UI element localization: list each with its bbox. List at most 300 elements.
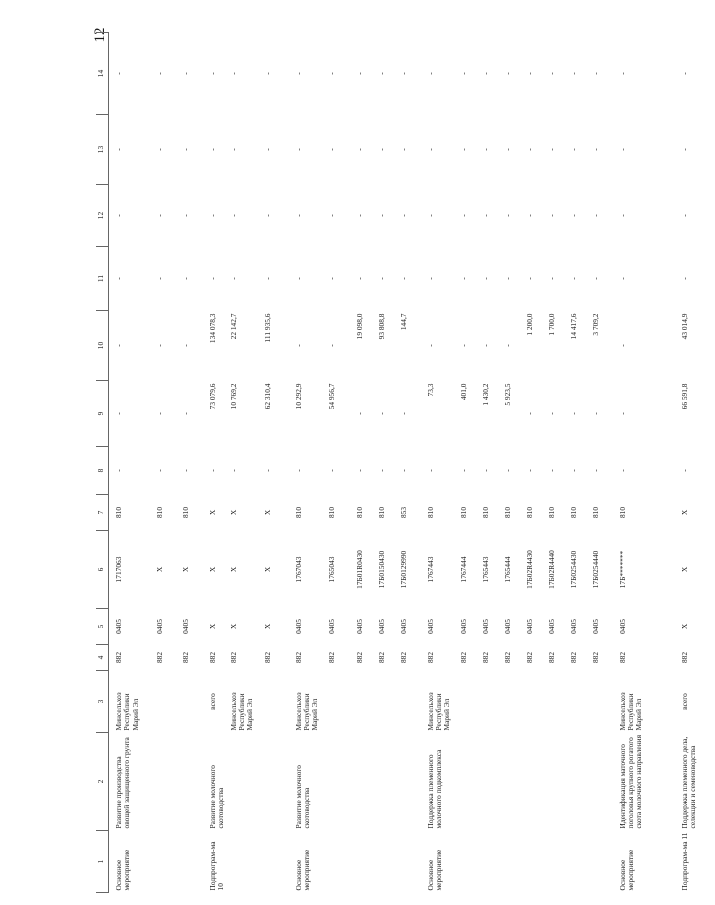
cell-year-11: - [114, 277, 123, 280]
cell-year-13: - [114, 148, 123, 151]
cell-year-8: - [354, 469, 364, 472]
cell-year-12: - [590, 214, 600, 217]
cell-year-14: - [398, 72, 408, 75]
cell-year-14: - [458, 72, 468, 75]
cell-year-13: - [326, 148, 336, 151]
cell-csr: X [180, 566, 190, 573]
cell-grbs: 882 [262, 651, 272, 664]
cell-vr: 810 [480, 506, 490, 519]
cell-year-8: - [480, 469, 490, 472]
cell-year-8: - [524, 469, 534, 472]
cell-csr: 17Б0254440 [590, 550, 600, 589]
cell-vr: X [228, 509, 238, 516]
cell-csr: X [262, 566, 272, 573]
cell-year-13: - [524, 148, 534, 151]
cell-rzpr: X [228, 623, 238, 630]
cell-year-11: - [568, 277, 578, 280]
table-row [503, 33, 525, 893]
cell-year-9: - [546, 412, 556, 415]
cell-year-9: 73,3 [425, 383, 435, 397]
cell-year-11: - [228, 277, 238, 280]
table-row [481, 33, 503, 893]
cell-year-13: - [458, 148, 468, 151]
cell-executor [377, 671, 399, 733]
cell-year-12: - [207, 214, 217, 217]
cell-year-9: 66 591,8 [679, 383, 689, 410]
cell-year-10: 22 142,7 [228, 313, 238, 340]
cell-year-12: - [180, 214, 190, 217]
cell-year-11: - [679, 277, 689, 280]
cell-csr: X [228, 566, 238, 573]
column-header: 9 [96, 381, 109, 447]
cell-type [503, 831, 525, 893]
cell-year-14: - [502, 72, 512, 75]
cell-year-11: - [293, 277, 303, 280]
cell-year-12: - [425, 214, 435, 217]
cell-year-11: - [262, 277, 272, 280]
cell-vr: 810 [180, 506, 190, 519]
cell-year-14: - [546, 72, 556, 75]
cell-executor: Минсельхоз Республики Марий Эл [293, 692, 320, 731]
cell-year-12: - [354, 214, 364, 217]
cell-year-14: - [228, 72, 238, 75]
cell-year-8: - [114, 469, 123, 472]
column-header: 7 [96, 495, 109, 531]
cell-year-10: - [293, 344, 303, 347]
cell-year-13: - [398, 148, 408, 151]
cell-name [355, 733, 377, 831]
table-row [459, 33, 481, 893]
cell-year-14: - [524, 72, 534, 75]
cell-year-9: 1 430,2 [480, 383, 490, 406]
column-header: 4 [96, 645, 109, 671]
table-row [109, 33, 155, 893]
cell-year-10: - [480, 344, 490, 347]
cell-rzpr: 0405 [617, 619, 627, 634]
cell-name [569, 733, 591, 831]
cell-csr: 1765443 [480, 556, 490, 583]
cell-csr: 1767043 [293, 556, 303, 583]
rotated-table-container [96, 33, 697, 893]
cell-executor: Минсельхоз Республики Марий Эл [228, 692, 255, 731]
cell-year-9: - [524, 412, 534, 415]
cell-year-8: - [376, 469, 386, 472]
cell-name [459, 733, 481, 831]
cell-csr: 17Б02R4430 [524, 550, 534, 589]
cell-csr: 17Б0129990 [398, 550, 408, 589]
cell-name [229, 733, 263, 831]
cell-year-11: - [326, 277, 336, 280]
cell-year-14: - [590, 72, 600, 75]
cell-year-13: - [502, 148, 512, 151]
cell-grbs: 882 [398, 651, 408, 664]
cell-year-10: - [154, 344, 164, 347]
cell-executor: всего [207, 693, 217, 710]
cell-year-14: - [425, 72, 435, 75]
cell-name: Идентификация маточного поголовья крупного рогатого скота молочного направления [617, 734, 644, 829]
cell-name: Поддержка племенного дела, селекции и семеноводства [679, 736, 697, 829]
cell-year-13: - [154, 148, 164, 151]
table-row [355, 33, 377, 893]
cell-name [181, 733, 203, 831]
cell-type: Основное мероприятие [114, 849, 132, 891]
cell-year-8: - [326, 469, 336, 472]
cell-vr: 810 [114, 506, 123, 519]
cell-vr: 853 [398, 506, 408, 519]
cell-year-14: - [679, 72, 689, 75]
cell-grbs: 882 [458, 651, 468, 664]
table-row [421, 33, 459, 893]
cell-type: Подпрограм-ма 11 [679, 832, 689, 891]
cell-type [263, 831, 289, 893]
cell-type [355, 831, 377, 893]
cell-year-9: - [354, 412, 364, 415]
cell-year-14: - [154, 72, 164, 75]
table-body [109, 33, 715, 893]
cell-vr: X [262, 509, 272, 516]
cell-year-13: - [568, 148, 578, 151]
cell-year-10: 93 808,8 [376, 313, 386, 340]
cell-csr: 1767444 [458, 556, 468, 583]
cell-csr: 1717063 [114, 556, 123, 583]
cell-rzpr: 0405 [293, 619, 303, 634]
cell-name: Развитие производства овощей защищенного грунта [114, 737, 132, 829]
cell-year-13: - [354, 148, 364, 151]
cell-year-14: - [326, 72, 336, 75]
cell-rzpr: 0405 [114, 619, 123, 634]
cell-year-8: - [679, 469, 689, 472]
cell-year-12: - [326, 214, 336, 217]
cell-grbs: 882 [502, 651, 512, 664]
cell-csr: 1765444 [502, 556, 512, 583]
table-row [377, 33, 399, 893]
cell-grbs: 882 [293, 651, 303, 664]
cell-rzpr: 0405 [398, 619, 408, 634]
cell-year-9: - [617, 412, 627, 415]
cell-name: Развитие молочного скотоводства [293, 765, 311, 829]
cell-year-12: - [679, 214, 689, 217]
cell-rzpr: 0405 [354, 619, 364, 634]
cell-year-11: - [154, 277, 164, 280]
cell-executor [399, 671, 421, 733]
cell-year-14: - [354, 72, 364, 75]
cell-year-8: - [546, 469, 556, 472]
cell-csr: X [154, 566, 164, 573]
cell-vr: X [207, 509, 217, 516]
cell-year-12: - [398, 214, 408, 217]
cell-year-9: - [568, 412, 578, 415]
cell-year-9: - [590, 412, 600, 415]
cell-vr: 810 [502, 506, 512, 519]
cell-year-14: - [207, 72, 217, 75]
cell-grbs: 882 [617, 651, 627, 664]
cell-year-13: - [679, 148, 689, 151]
cell-vr: 810 [617, 506, 627, 519]
cell-executor [569, 671, 591, 733]
cell-rzpr: 0405 [502, 619, 512, 634]
cell-year-13: - [425, 148, 435, 151]
cell-grbs: 882 [228, 651, 238, 664]
table-row [591, 33, 613, 893]
cell-year-13: - [546, 148, 556, 151]
cell-year-9: - [180, 412, 190, 415]
cell-year-8: - [502, 469, 512, 472]
cell-grbs: 882 [568, 651, 578, 664]
cell-year-11: - [458, 277, 468, 280]
cell-year-13: - [293, 148, 303, 151]
cell-grbs: 882 [480, 651, 490, 664]
cell-csr: 17Б0254430 [568, 550, 578, 589]
cell-csr: 1767443 [425, 556, 435, 583]
cell-rzpr: 0405 [590, 619, 600, 634]
cell-year-8: - [568, 469, 578, 472]
cell-vr: 810 [376, 506, 386, 519]
cell-name [263, 733, 289, 831]
cell-vr: 810 [568, 506, 578, 519]
cell-type [525, 831, 547, 893]
header-row [96, 33, 109, 893]
cell-year-8: - [154, 469, 164, 472]
cell-year-12: - [154, 214, 164, 217]
cell-vr: 810 [354, 506, 364, 519]
table-row [399, 33, 421, 893]
cell-year-8: - [458, 469, 468, 472]
cell-year-12: - [502, 214, 512, 217]
cell-year-11: - [546, 277, 556, 280]
cell-vr: X [679, 509, 689, 516]
cell-type [229, 831, 263, 893]
cell-year-12: - [458, 214, 468, 217]
cell-csr: X [679, 566, 689, 573]
cell-type [181, 831, 203, 893]
cell-executor [503, 671, 525, 733]
cell-year-11: - [425, 277, 435, 280]
cell-type: Основное мероприятие [293, 849, 311, 891]
cell-year-8: - [398, 469, 408, 472]
column-header: 3 [96, 671, 109, 733]
cell-rzpr: 0405 [180, 619, 190, 634]
cell-year-10: 19 098,0 [354, 313, 364, 340]
cell-csr: X [207, 566, 217, 573]
cell-year-10: - [326, 344, 336, 347]
cell-vr: 810 [326, 506, 336, 519]
table-row [263, 33, 289, 893]
cell-grbs: 882 [679, 651, 689, 664]
cell-executor [263, 671, 289, 733]
cell-name [327, 733, 355, 831]
cell-grbs: 882 [114, 651, 123, 664]
cell-executor: Минсельхоз Республики Марий Эл [425, 692, 452, 731]
cell-year-8: - [425, 469, 435, 472]
cell-type: Основное мероприятие [425, 849, 443, 891]
table-row [289, 33, 327, 893]
cell-executor: всего [679, 693, 689, 710]
column-header: 12 [96, 185, 109, 247]
cell-year-8: - [207, 469, 217, 472]
cell-year-12: - [568, 214, 578, 217]
cell-year-11: - [207, 277, 217, 280]
cell-name: Поддержка племенного молочного подкомплекса [425, 749, 443, 829]
cell-rzpr: 0405 [546, 619, 556, 634]
cell-year-11: - [398, 277, 408, 280]
cell-vr: 810 [425, 506, 435, 519]
cell-year-8: - [180, 469, 190, 472]
cell-name [547, 733, 569, 831]
cell-year-8: - [228, 469, 238, 472]
cell-year-10: 134 078,3 [207, 313, 217, 344]
cell-grbs: 882 [590, 651, 600, 664]
cell-grbs: 882 [180, 651, 190, 664]
cell-type [591, 831, 613, 893]
cell-executor [181, 671, 203, 733]
cell-year-14: - [114, 72, 123, 75]
cell-year-14: - [376, 72, 386, 75]
table-row [181, 33, 203, 893]
cell-year-14: - [568, 72, 578, 75]
column-header: 1 [96, 831, 109, 893]
cell-year-13: - [480, 148, 490, 151]
cell-grbs: 882 [154, 651, 164, 664]
cell-year-11: - [480, 277, 490, 280]
cell-executor [155, 671, 181, 733]
cell-type [547, 831, 569, 893]
cell-rzpr: 0405 [568, 619, 578, 634]
cell-name [399, 733, 421, 831]
table-row [525, 33, 547, 893]
column-header: 2 [96, 733, 109, 831]
cell-rzpr: 0405 [458, 619, 468, 634]
cell-vr: 810 [293, 506, 303, 519]
cell-year-9: - [398, 412, 408, 415]
cell-name [481, 733, 503, 831]
cell-year-14: - [180, 72, 190, 75]
cell-executor [355, 671, 377, 733]
cell-vr: 810 [524, 506, 534, 519]
cell-year-9: 401,0 [458, 383, 468, 401]
cell-csr: 17Б02R4440 [546, 550, 556, 589]
cell-year-9: 10 769,2 [228, 383, 238, 410]
cell-executor [481, 671, 503, 733]
cell-name [377, 733, 399, 831]
cell-year-13: - [180, 148, 190, 151]
cell-year-11: - [354, 277, 364, 280]
cell-vr: 810 [590, 506, 600, 519]
cell-year-10: - [617, 344, 627, 347]
cell-executor [547, 671, 569, 733]
budget-table [96, 32, 715, 893]
cell-executor [327, 671, 355, 733]
cell-year-14: - [262, 72, 272, 75]
page-number: 12 [92, 27, 108, 43]
cell-rzpr: 0405 [376, 619, 386, 634]
cell-year-9: 62 310,4 [262, 383, 272, 410]
cell-executor [525, 671, 547, 733]
cell-rzpr: 0405 [326, 619, 336, 634]
cell-year-13: - [376, 148, 386, 151]
column-header: 6 [96, 531, 109, 609]
cell-year-9: - [114, 412, 123, 415]
table-row [203, 33, 229, 893]
cell-executor: Минсельхоз Республики Марий Эл [617, 692, 644, 731]
cell-year-10: 14 417,6 [568, 313, 578, 340]
cell-year-8: - [262, 469, 272, 472]
cell-grbs: 882 [376, 651, 386, 664]
table-row [327, 33, 355, 893]
cell-rzpr: 0405 [425, 619, 435, 634]
cell-year-12: - [376, 214, 386, 217]
cell-type [481, 831, 503, 893]
cell-year-13: - [207, 148, 217, 151]
cell-type [155, 831, 181, 893]
cell-year-11: - [376, 277, 386, 280]
cell-year-12: - [617, 214, 627, 217]
table-row [547, 33, 569, 893]
cell-grbs: 882 [354, 651, 364, 664]
cell-year-10: 3 709,2 [590, 313, 600, 336]
cell-year-9: - [154, 412, 164, 415]
cell-year-14: - [617, 72, 627, 75]
cell-year-10: - [425, 344, 435, 347]
cell-year-8: - [617, 469, 627, 472]
cell-year-13: - [262, 148, 272, 151]
column-header: 5 [96, 609, 109, 645]
cell-year-9: 54 956,7 [326, 383, 336, 410]
cell-year-8: - [293, 469, 303, 472]
table-row [155, 33, 181, 893]
cell-year-10: 43 014,9 [679, 313, 689, 340]
cell-year-12: - [262, 214, 272, 217]
cell-type [569, 831, 591, 893]
cell-year-12: - [524, 214, 534, 217]
cell-name [525, 733, 547, 831]
cell-grbs: 882 [326, 651, 336, 664]
cell-grbs: 882 [524, 651, 534, 664]
table-row [569, 33, 591, 893]
cell-year-13: - [617, 148, 627, 151]
cell-year-10: - [502, 344, 512, 347]
table-row [675, 33, 715, 893]
cell-year-10: - [458, 344, 468, 347]
cell-executor: Минсельхоз Республики Марий Эл [114, 692, 140, 731]
cell-year-13: - [228, 148, 238, 151]
cell-year-14: - [293, 72, 303, 75]
cell-year-12: - [293, 214, 303, 217]
column-header: 8 [96, 447, 109, 495]
cell-rzpr: X [207, 623, 217, 630]
cell-rzpr: 0405 [524, 619, 534, 634]
cell-year-14: - [480, 72, 490, 75]
cell-executor [459, 671, 481, 733]
cell-grbs: 882 [425, 651, 435, 664]
cell-year-13: - [590, 148, 600, 151]
cell-grbs: 882 [207, 651, 217, 664]
cell-name [503, 733, 525, 831]
cell-rzpr: 0405 [480, 619, 490, 634]
cell-year-10: 111 935,6 [262, 313, 272, 343]
cell-csr: 1765043 [326, 556, 336, 583]
table-row [229, 33, 263, 893]
column-header: 13 [96, 115, 109, 185]
table-row [613, 33, 675, 893]
column-header: 10 [96, 311, 109, 381]
cell-type: Подпрограм-ма 10 [207, 841, 225, 891]
cell-grbs: 882 [546, 651, 556, 664]
cell-year-11: - [524, 277, 534, 280]
cell-name: Развитие молочного скотоводства [207, 765, 225, 829]
column-header: 14 [96, 33, 109, 115]
cell-year-9: 73 079,6 [207, 383, 217, 410]
cell-name [155, 733, 181, 831]
